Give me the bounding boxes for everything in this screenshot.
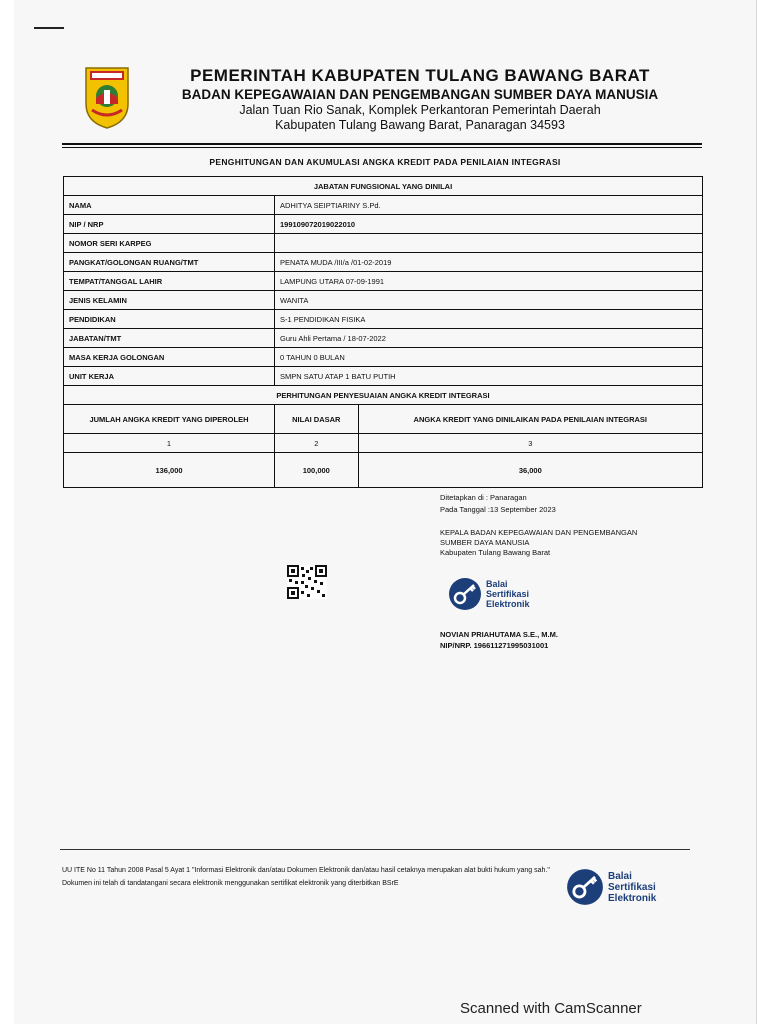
- field-value: 199109072019022010: [275, 215, 703, 234]
- regency-logo: [82, 64, 132, 130]
- table-row: [64, 291, 703, 310]
- bsre-key-icon: [448, 577, 482, 611]
- section-title-perhitungan: PERHITUNGAN PENYESUAIAN ANGKA KREDIT INTEGRASI: [64, 386, 703, 405]
- footer-note-bsre: Dokumen ini telah di tandatangani secara elektronik menggunakan sertifikat elektronik yang diterbitkan BSrE: [62, 880, 399, 887]
- signatory-nip: NIP/NRP. 196611271995031001: [440, 641, 549, 650]
- calc-column-number: 2: [275, 434, 359, 453]
- table-row: [64, 196, 703, 215]
- field-label: MASA KERJA GOLONGAN: [64, 348, 275, 367]
- scanner-watermark: Scanned with CamScanner: [460, 1000, 642, 1017]
- calc-header: ANGKA KREDIT YANG DINILAIKAN PADA PENILAIAN INTEGRASI: [358, 405, 702, 434]
- letterhead: [140, 66, 700, 132]
- header-divider-thin: [62, 147, 702, 148]
- calc-number-row: [64, 434, 703, 453]
- table-row: [64, 253, 703, 272]
- signature-position-1: KEPALA BADAN KEPEGAWAIAN DAN PENGEMBANGAN: [440, 528, 638, 537]
- field-label: UNIT KERJA: [64, 367, 275, 386]
- field-label: PANGKAT/GOLONGAN RUANG/TMT: [64, 253, 275, 272]
- field-label: PENDIDIKAN: [64, 310, 275, 329]
- calc-header: NILAI DASAR: [275, 405, 359, 434]
- signatory-name: NOVIAN PRIAHUTAMA S.E., M.M.: [440, 630, 558, 639]
- field-label: TEMPAT/TANGGAL LAHIR: [64, 272, 275, 291]
- field-label: NIP / NRP: [64, 215, 275, 234]
- calc-value-row: [64, 453, 703, 488]
- bsre-footer-logo: [566, 868, 656, 906]
- signature-position-3: Kabupaten Tulang Bawang Barat: [440, 548, 551, 557]
- calc-column-number: 3: [358, 434, 702, 453]
- calc-value: 136,000: [64, 453, 275, 488]
- field-label: JENIS KELAMIN: [64, 291, 275, 310]
- header-divider-thick: [62, 143, 702, 145]
- header-agency: BADAN KEPEGAWAIAN DAN PENGEMBANGAN SUMBER DAYA MANUSIA: [181, 87, 659, 102]
- signature-date: Pada Tanggal :13 September 2023: [440, 505, 556, 514]
- bsre-logo: [448, 577, 530, 611]
- document-title: PENGHITUNGAN DAN AKUMULASI ANGKA KREDIT PADA PENILAIAN INTEGRASI: [209, 157, 561, 167]
- field-label: JABATAN/TMT: [64, 329, 275, 348]
- bsre-footer-key-icon: [566, 868, 604, 906]
- table-row: [64, 348, 703, 367]
- header-government: PEMERINTAH KABUPATEN TULANG BAWANG BARAT: [190, 66, 650, 85]
- scan-mark: [34, 27, 64, 29]
- header-city: Kabupaten Tulang Bawang Barat, Panaragan 34593: [275, 118, 565, 132]
- field-value: S-1 PENDIDIKAN FISIKA: [275, 310, 703, 329]
- signature-place: Ditetapkan di : Panaragan: [440, 493, 527, 502]
- calc-value: 36,000: [358, 453, 702, 488]
- calc-value: 100,000: [275, 453, 359, 488]
- bsre-footer-text-3: Elektronik: [608, 892, 657, 904]
- table-row: [64, 310, 703, 329]
- bsre-footer-text-2: Sertifikasi: [608, 881, 656, 893]
- signature-position-2: SUMBER DAYA MANUSIA: [440, 538, 530, 547]
- footer-note-uu-ite: UU ITE No 11 Tahun 2008 Pasal 5 Ayat 1 "Informasi Elektronik dan/atau Dokumen Elektronik dan/atau hasil cetaknya merupakan alat bukti hukum yang sah.": [62, 867, 550, 874]
- bsre-text-1: Balai: [486, 579, 508, 589]
- field-value: Guru Ahli Pertama / 18-07-2022: [275, 329, 703, 348]
- bsre-text-3: Elektronik: [486, 599, 530, 609]
- table-row: [64, 329, 703, 348]
- field-value: WANITA: [275, 291, 703, 310]
- section-title-jabatan: JABATAN FUNGSIONAL YANG DINILAI: [64, 177, 703, 196]
- field-value: SMPN SATU ATAP 1 BATU PUTIH: [275, 367, 703, 386]
- footer-notes: [62, 866, 552, 889]
- calc-header: JUMLAH ANGKA KREDIT YANG DIPEROLEH: [64, 405, 275, 434]
- field-value: LAMPUNG UTARA 07-09-1991: [275, 272, 703, 291]
- calc-header-row: [64, 405, 703, 434]
- table-row: [64, 234, 703, 253]
- bsre-footer-text-1: Balai: [608, 870, 632, 882]
- credit-table: [63, 176, 703, 488]
- field-value: [275, 234, 703, 253]
- table-row: [64, 367, 703, 386]
- field-value: ADHITYA SEIPTIARINY S.Pd.: [275, 196, 703, 215]
- field-value: PENATA MUDA /III/a /01-02-2019: [275, 253, 703, 272]
- header-address: Jalan Tuan Rio Sanak, Komplek Perkantoran Pemerintah Daerah: [239, 103, 601, 117]
- calc-column-number: 1: [64, 434, 275, 453]
- table-row: [64, 272, 703, 291]
- footer-divider: [60, 849, 690, 850]
- field-label: NOMOR SERI KARPEG: [64, 234, 275, 253]
- table-row: [64, 215, 703, 234]
- bsre-text-2: Sertifikasi: [486, 589, 530, 599]
- field-label: NAMA: [64, 196, 275, 215]
- field-value: 0 TAHUN 0 BULAN: [275, 348, 703, 367]
- qr-code-icon: [287, 565, 327, 599]
